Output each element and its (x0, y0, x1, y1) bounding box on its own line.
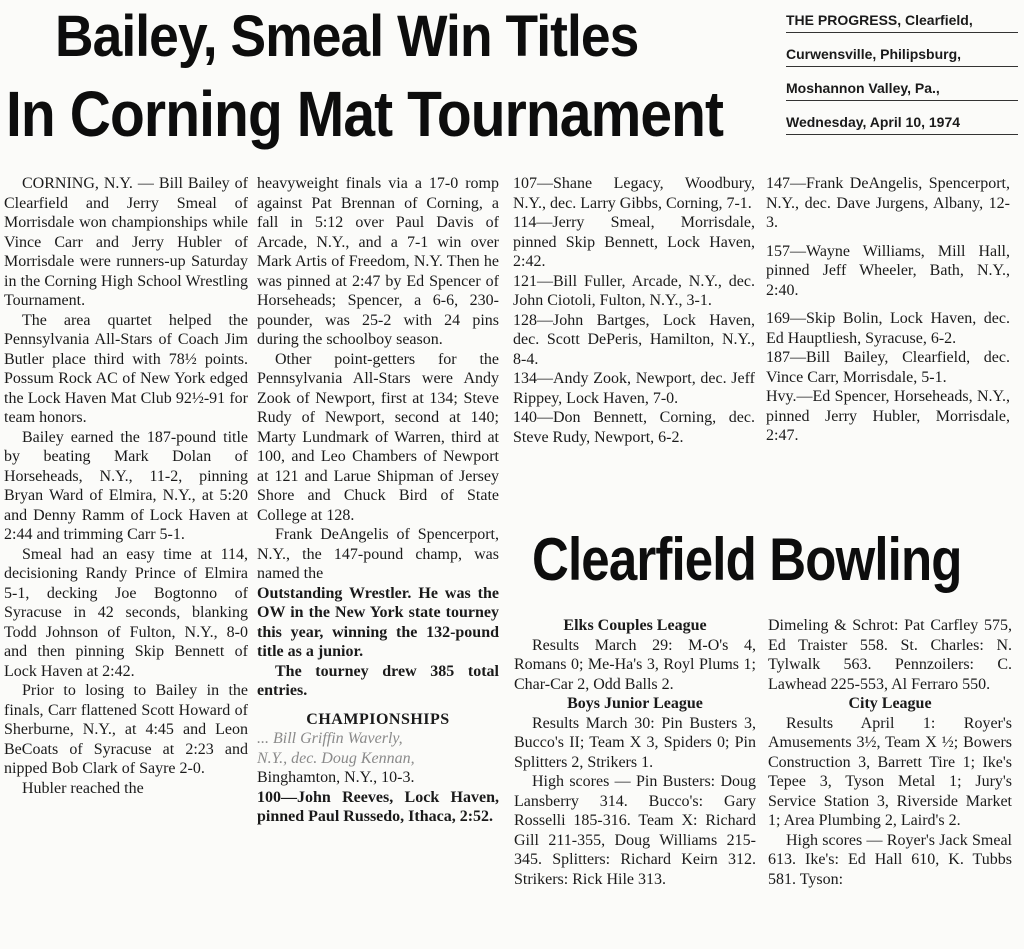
article-paragraph-bold: The tourney drew 385 total entries. (257, 662, 499, 699)
bowling-column-1 (514, 616, 756, 889)
headline-line-1: Bailey, Smeal Win Titles (55, 4, 639, 69)
article-paragraph: Bailey earned the 187-pound title by beating Mark Dolan of Horseheads, N.Y., 11-2, pinning Bryan Ward of Elmira, N.Y., at 5:20 and Denny Ramm of Lock Haven at 2:44 and trimming Carr 5-1. (4, 428, 248, 543)
article-paragraph: heavyweight finals via a 17-0 romp against Pat Brennan of Corning, a fall in 5:12 over Paul Davis of Arcade, N.Y., and a 7-1 win over Mark Artis of Freedom, N.Y. Then he was pinned at 2:47 by Ed Spencer of Horseheads; Spencer, a 6-6, 230-pounder, was 25-2 with 24 pins during the schoolboy season. (257, 175, 499, 348)
result-entry: 107—Shane Legacy, Woodbury, N.Y., dec. Larry Gibbs, Corning, 7-1. (513, 175, 755, 212)
headline-line-2: In Corning Mat Tournament (6, 78, 724, 150)
faded-result-line: ... Bill Griffin Waverly, (257, 730, 403, 747)
result-entry: Hvy.—Ed Spencer, Horseheads, N.Y., pinned Jerry Hubler, Morrisdale, 2:47. (766, 388, 1010, 444)
result-entry: 169—Skip Bolin, Lock Haven, dec. Ed Hauptliesh, Syracuse, 6-2. (766, 310, 1010, 347)
article-paragraph: Smeal had an easy time at 114, decisioning Randy Prince of Elmira 5-1, decking Joe Bogtonno of Syracuse in 42 seconds, blanking Todd Johnson of Fulton, N.Y., 8-0 and then pinning Skip Bennett of Lock Haven at 2:42. (4, 545, 248, 680)
league-heading: Boys Junior League (567, 695, 703, 712)
article-paragraph: The area quartet helped the Pennsylvania All-Stars of Coach Jim Butler place third with 78½ points. Possum Rock AC of New York edged the Lock Haven Mat Club 92½-91 for team honors. (4, 311, 248, 426)
result-entry: 187—Bill Bailey, Clearfield, dec. Vince Carr, Morrisdale, 5-1. (766, 349, 1010, 386)
publication-dateline (786, 8, 1018, 144)
result-line: Binghamton, N.Y., 10-3. (257, 769, 415, 786)
article-column-2 (257, 174, 499, 827)
league-results: Results April 1: Royer's Amusements 3½, Team X ½; Bowers Construction 3, Barrett Tire 1; Ike's Tepee 3, Tyson Metal 1; Jury's Service Station 3, Riverside Market 1; Area Plumbing 2, Laird's 2. (768, 714, 1012, 829)
result-entry: 128—John Bartges, Lock Haven, dec. Scott DePeris, Hamilton, N.Y., 8-4. (513, 311, 755, 368)
article-paragraph-bold: Outstanding Wrestler. He was the OW in the New York state tourney this year, winning the 132-pound title as a junior. (257, 584, 499, 660)
result-entry: 147—Frank DeAngelis, Spencerport, N.Y., dec. Dave Jurgens, Albany, 12-3. (766, 175, 1010, 231)
result-entry: 157—Wayne Williams, Mill Hall, pinned Jeff Wheeler, Bath, N.Y., 2:40. (766, 242, 1010, 299)
result-entry: 140—Don Bennett, Corning, dec. Steve Rudy, Newport, 6-2. (513, 409, 755, 446)
bowling-headline: Clearfield Bowling (532, 526, 962, 593)
result-entry: 121—Bill Fuller, Arcade, N.Y., dec. John Ciotoli, Fulton, N.Y., 3-1. (513, 272, 755, 309)
league-scores: High scores — Royer's Jack Smeal 613. Ike's: Ed Hall 610, K. Tubbs 581. Tyson: (768, 831, 1012, 888)
league-scores: High scores — Pin Busters: Doug Lansberry 314. Bucco's: Gary Rosselli 185-316. Team X: Richard Gill 211-355, Doug Williams 215-345. Splitters: Richard Keirn 312. Strikers: Rick Hile 313. (514, 773, 756, 888)
article-paragraph: Frank DeAngelis of Spencerport, N.Y., the 147-pound champ, was named the (257, 526, 499, 582)
article-paragraph: CORNING, N.Y. — Bill Bailey of Clearfield and Jerry Smeal of Morrisdale won championships while Vince Carr and Jerry Hubler of Morrisdale were runners-up Saturday in the Corning High School Wrestling Tournament. (4, 175, 248, 309)
league-results: Results March 30: Pin Busters 3, Bucco's II; Team X 3, Spiders 0; Pin Splitters 2, Strikers 1. (514, 714, 756, 771)
result-entry: 114—Jerry Smeal, Morrisdale, pinned Skip Bennett, Lock Haven, 2:42. (513, 214, 755, 270)
league-scores: Dimeling & Schrot: Pat Carfley 575, Ed Traister 558. St. Charles: N. Tylwalk 563. Pennzoilers: C. Lawhead 225-553, Al Ferraro 550. (768, 617, 1012, 693)
article-paragraph: Prior to losing to Bailey in the finals, Carr flattened Scott Howard of Sherburne, N.Y., at 4:45 and Leon BeCoats of Syracuse at 2:23 and nipped Bob Clark of Sayre 2-0. (4, 682, 248, 777)
league-heading: City League (848, 695, 932, 712)
dateline-line: THE PROGRESS, Clearfield, (786, 8, 1018, 33)
bowling-column-2 (768, 616, 1012, 889)
article-column-1 (4, 174, 248, 798)
dateline-line: Moshannon Valley, Pa., (786, 76, 1018, 101)
results-column-3 (513, 174, 755, 447)
result-entry: 134—Andy Zook, Newport, dec. Jeff Rippey, Lock Haven, 7-0. (513, 370, 755, 407)
faded-result-line: N.Y., dec. Doug Kennan, (257, 749, 415, 767)
article-paragraph: Hubler reached the (22, 779, 144, 797)
league-heading: Elks Couples League (563, 617, 707, 634)
championships-heading: CHAMPIONSHIPS (306, 710, 450, 728)
results-column-4 (766, 174, 1010, 446)
dateline-line: Curwensville, Philipsburg, (786, 42, 1018, 67)
article-paragraph: Other point-getters for the Pennsylvania All-Stars were Andy Zook of Newport, first at 134; Steve Rudy of Newport, second at 140; Marty Lundmark of Warren, third at 100, and Leo Chambers of Newport at 121 and Larue Shipman of Jersey Shore and Chuck Bird of State College at 128. (257, 350, 499, 524)
result-line: 100—John Reeves, Lock Haven, pinned Paul Russedo, Ithaca, 2:52. (257, 788, 499, 825)
dateline-line: Wednesday, April 10, 1974 (786, 110, 1018, 135)
league-results: Results March 29: M-O's 4, Romans 0; Me-Ha's 3, Royl Plums 1; Char-Car 2, Odd Balls 2. (514, 636, 756, 693)
